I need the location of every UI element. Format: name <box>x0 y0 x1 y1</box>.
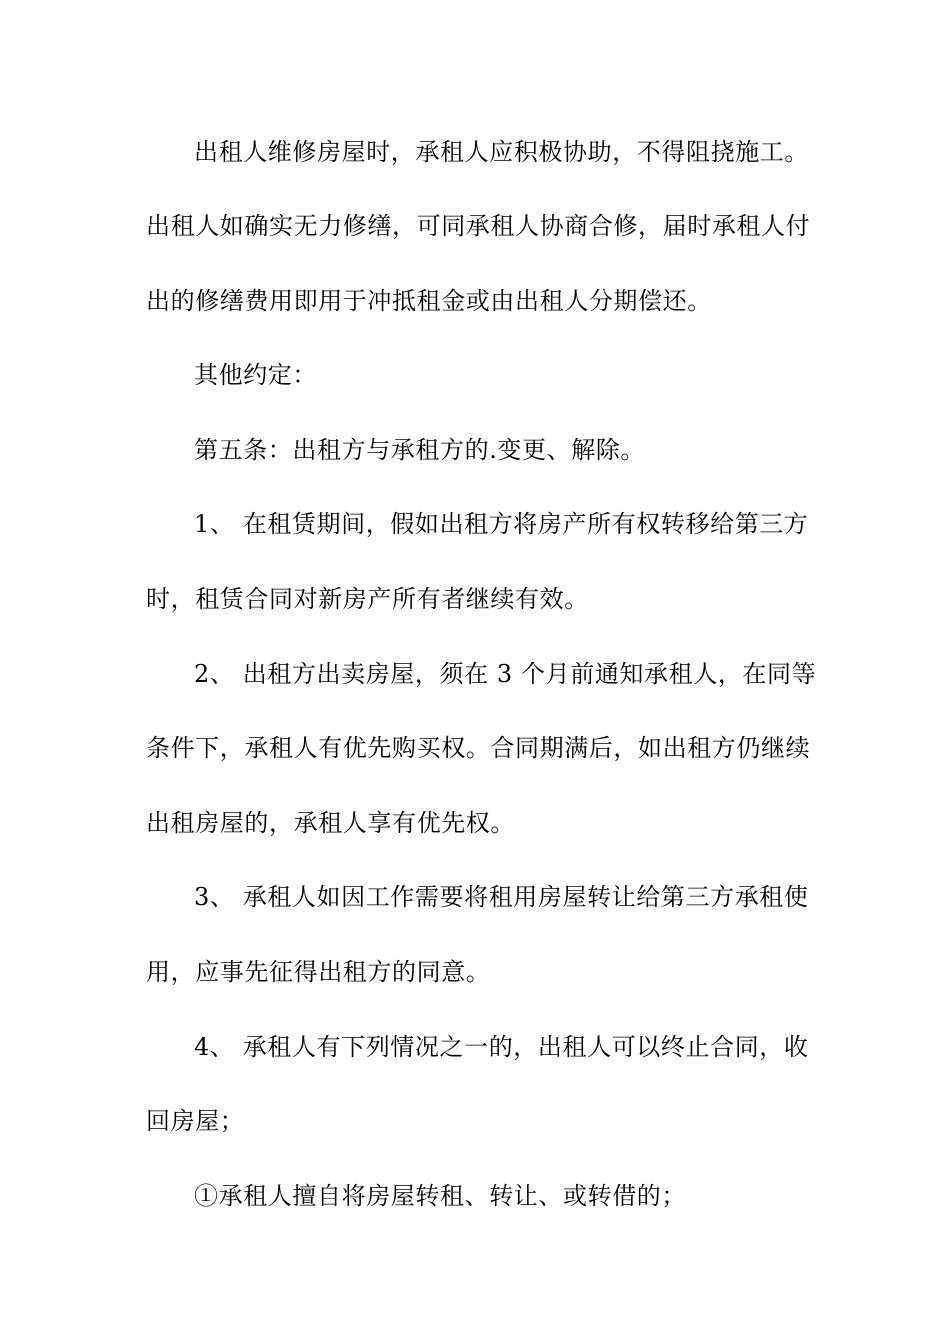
text-line-15: ①承租人擅自将房屋转租、转让、或转借的； <box>194 1182 686 1210</box>
text-line-5: 第五条：出租方与承租方的.变更、解除。 <box>194 436 646 464</box>
text-line-2: 出租人如确实无力修缮，可同承租人协商合修，届时承租人付 <box>146 212 811 240</box>
text-line-12: 用，应事先征得出租方的同意。 <box>146 958 491 986</box>
text-line-7: 时，租赁合同对新房产所有者继续有效。 <box>146 585 589 613</box>
text-line-8: 2、 出租方出卖房屋，须在 3 个月前通知承租人，在同等 <box>194 660 817 688</box>
text-line-10: 出租房屋的，承租人享有优先权。 <box>146 809 515 837</box>
text-line-3: 出的修缮费用即用于冲抵租金或由出租人分期偿还。 <box>146 287 712 315</box>
text-line-9: 条件下，承租人有优先购买权。合同期满后，如出租方仍继续 <box>146 734 811 762</box>
text-line-13: 4、 承租人有下列情况之一的，出租人可以终止合同，收 <box>194 1033 809 1061</box>
text-line-11: 3、 承租人如因工作需要将租用房屋转让给第三方承租使 <box>194 883 809 911</box>
text-line-1: 出租人维修房屋时，承租人应积极协助，不得阻挠施工。 <box>194 138 809 166</box>
text-line-14: 回房屋； <box>146 1107 245 1135</box>
text-line-4: 其他约定： <box>194 361 317 389</box>
text-line-6: 1、 在租赁期间，假如出租方将房产所有权转移给第三方 <box>194 510 809 538</box>
